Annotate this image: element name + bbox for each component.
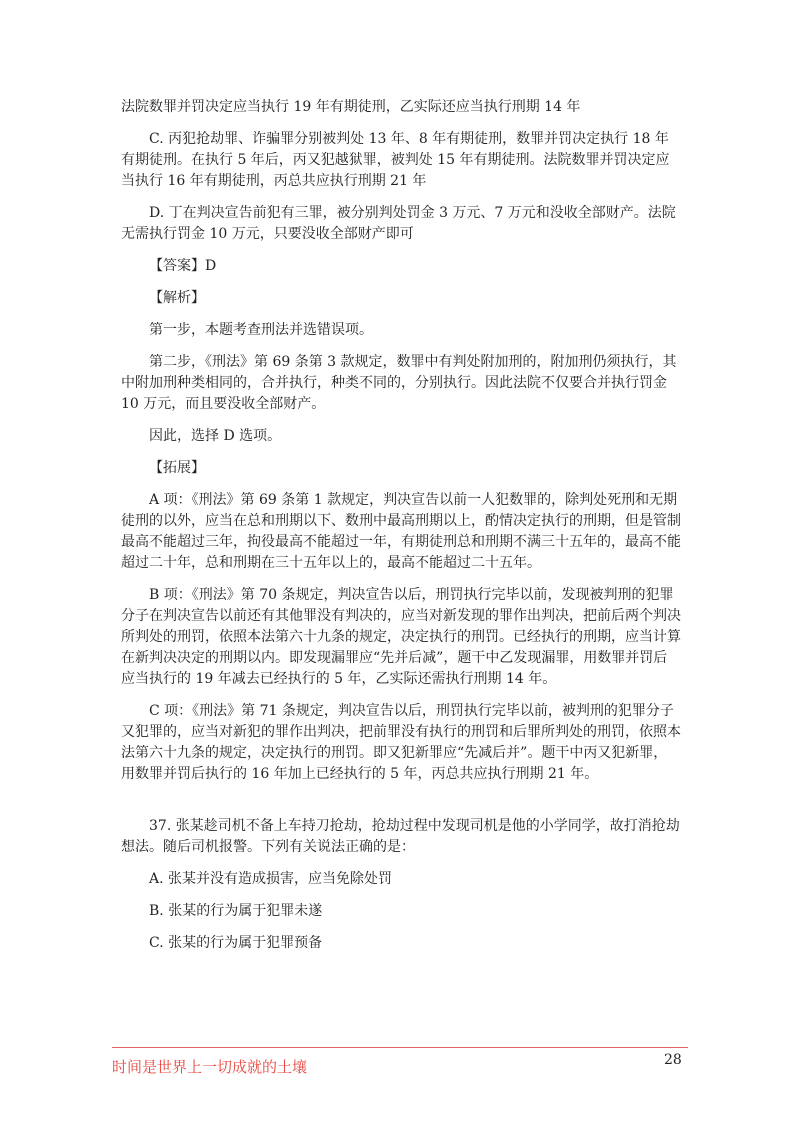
analysis-conclusion: 因此，选择 D 选项。 xyxy=(149,428,282,444)
footer-divider xyxy=(112,1047,688,1048)
spacer xyxy=(121,796,681,816)
analysis-step-2: 第二步，《刑法》第 69 条第 3 款规定，数罪中有判处附加刑的，附加刑仍须执行，其中附加刑种类相同的，合并执行，种类不同的，分别执行。因此法院不仅要合并执行罚金 10 万元，而且要没收全部财产。 xyxy=(121,354,677,412)
page-number: 28 xyxy=(664,1052,682,1068)
question-option-a: A. 张某并没有造成损害，应当免除处罚 xyxy=(149,871,393,887)
analysis-heading: 【解析】 xyxy=(149,290,205,306)
question-option-b: B. 张某的行为属于犯罪未遂 xyxy=(149,903,323,919)
page-content xyxy=(121,97,681,965)
option-d: D. 丁在判决宣告前犯有三罪，被分别判处罚金 3 万元、7 万元和没收全部财产。法院无需执行罚金 10 万元，只要没收全部财产即可 xyxy=(121,205,676,242)
question-stem: 37. 张某趁司机不备上车持刀抢劫，抢劫过程中发现司机是他的小学同学，故打消抢劫想法。随后司机报警。下列有关说法正确的是： xyxy=(121,818,680,855)
extension-heading: 【拓展】 xyxy=(149,460,205,476)
question-option-c: C. 张某的行为属于犯罪预备 xyxy=(149,935,323,951)
analysis-step-1: 第一步，本题考查刑法并选错误项。 xyxy=(149,322,373,338)
answer-label: 【答案】D xyxy=(149,258,217,274)
paragraph: 法院数罪并罚决定应当执行 19 年有期徒刑，乙实际还应当执行刑期 14 年 xyxy=(121,99,581,115)
extension-b: B 项：《刑法》第 70 条规定，判决宣告以后，刑罚执行完毕以前，发现被判刑的犯罪分子在判决宣告以前还有其他罪没有判决的，应当对新发现的罪作出判决，把前后两个判决所判处的刑罚，依照本法第六十九条的规定，决定执行的刑罚。已经执行的刑期，应当计算在新判决决定的刑期以内。即发现漏罪应“先并后减”，题干中乙发现漏罪，用数罪并罚后应当执行的 19 年减去已经执行的 5 年，乙实际还需执行刑期 14 年。 xyxy=(121,587,681,687)
option-c: C. 丙犯抢劫罪、诈骗罪分别被判处 13 年、8 年有期徒刑，数罪并罚决定执行 18 年有期徒刑。在执行 5 年后，丙又犯越狱罪，被判处 15 年有期徒刑。法院数罪并罚决定应当执行 16 年有期徒刑，丙总共应执行刑期 21 年 xyxy=(121,131,670,189)
footer-motto: 时间是世界上一切成就的土壤 xyxy=(112,1058,308,1076)
extension-a: A 项：《刑法》第 69 条第 1 款规定，判决宣告以前一人犯数罪的，除判处死刑和无期徒刑的以外，应当在总和刑期以下、数刑中最高刑期以上，酌情决定执行的刑期，但是管制最高不能超过三年，拘役最高不能超过一年，有期徒刑总和刑期不满三十五年的，最高不能超过二十年，总和刑期在三十五年以上的，最高不能超过二十五年。 xyxy=(121,492,681,571)
extension-c: C 项：《刑法》第 71 条规定，判决宣告以后，刑罚执行完毕以前，被判刑的犯罪分子又犯罪的，应当对新犯的罪作出判决，把前罪没有执行的刑罚和后罪所判处的刑罚，依照本法第六十九条的规定，决定执行的刑罚。即又犯新罪应“先减后并”。题干中丙又犯新罪，用数罪并罚后执行的 16 年加上已经执行的 5 年，丙总共应执行刑期 21 年。 xyxy=(121,703,681,782)
